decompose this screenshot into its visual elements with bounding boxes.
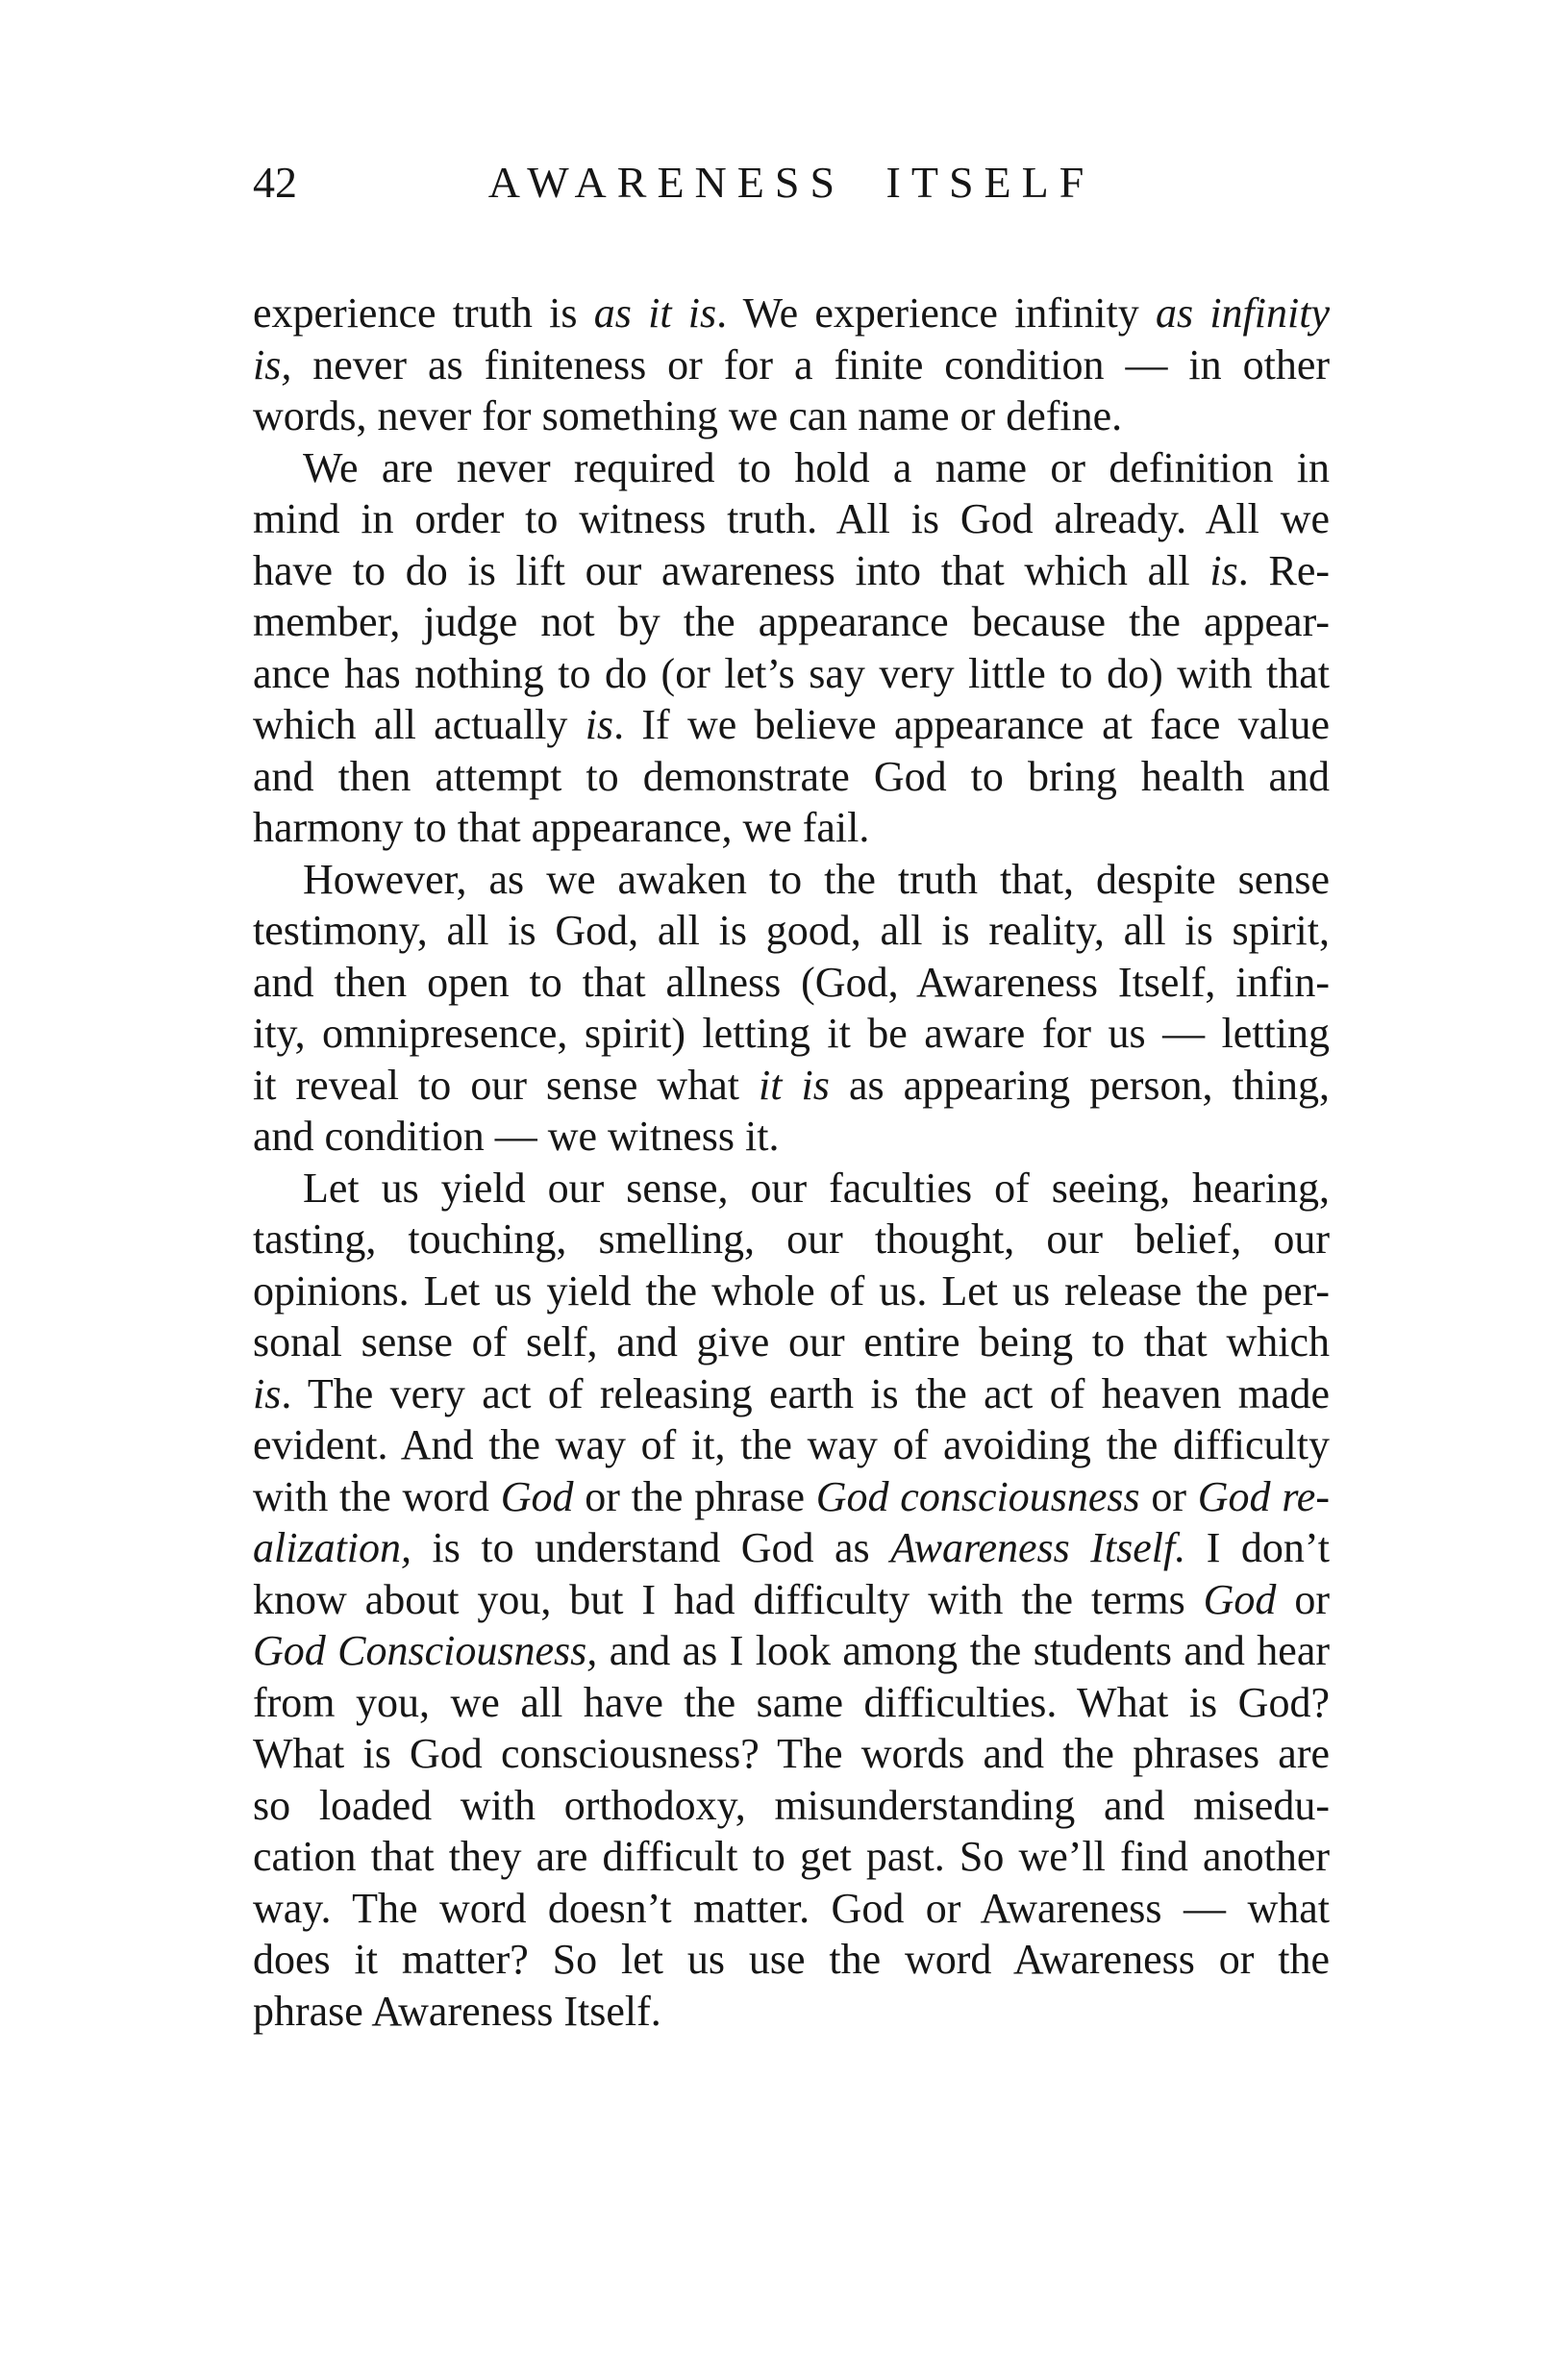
text-line: [253, 442, 1330, 494]
text-run-italic: is: [1209, 546, 1238, 594]
text-run: experience truth is: [253, 289, 594, 337]
text-line: [253, 1471, 1330, 1523]
text-run: ity, omnipresence, spirit) letting it be aware for us — letting: [253, 1010, 1330, 1057]
text-line: [253, 957, 1330, 1009]
text-line: [253, 699, 1330, 751]
text-run: with the word: [253, 1472, 501, 1520]
text-run-italic: is: [253, 1369, 282, 1417]
text-line: [253, 854, 1330, 906]
text-run: harmony to that appearance, we fail.: [253, 804, 870, 851]
text-line: [253, 1677, 1330, 1729]
text-run: or: [1276, 1575, 1330, 1623]
text-run: What is God consciousness? The words and the phrases are: [253, 1730, 1330, 1777]
text-run: member, judge not by the appearance because the appear-: [253, 598, 1330, 645]
text-run-italic: as it is: [593, 289, 717, 337]
text-run: and then open to that allness (God, Awareness Itself, infin-: [253, 958, 1330, 1006]
text-run-italic: as infinity: [1155, 289, 1330, 337]
text-line: [253, 751, 1330, 803]
text-run-italic: it is: [759, 1061, 830, 1109]
text-run: sonal sense of self, and give our entire being to that which: [253, 1318, 1330, 1365]
text-run: or: [1139, 1472, 1198, 1520]
text-run-italic: alization,: [253, 1524, 412, 1571]
text-run-italic: God Consciousness,: [253, 1627, 598, 1674]
text-run: ance has nothing to do (or let’s say very little to do) with that: [253, 649, 1330, 697]
text-run-italic: God: [500, 1472, 574, 1520]
text-run: way. The word doesn’t matter. God or Awareness — what: [253, 1884, 1330, 1932]
text-run: or the phrase: [573, 1472, 816, 1520]
text-line: [253, 1265, 1330, 1317]
text-run: never as finiteness or for a finite condition — in other: [291, 340, 1330, 388]
text-run-italic: Awareness Itself.: [890, 1524, 1186, 1571]
text-run: which all actually: [253, 701, 586, 748]
text-run: . We experience infinity: [716, 289, 1156, 337]
text-run: have to do is lift our awareness into that which all: [253, 546, 1210, 594]
text-line: [253, 1883, 1330, 1935]
text-line: [253, 545, 1330, 597]
text-line: [253, 1625, 1330, 1677]
text-run: from you, we all have the same difficulties. What is God?: [253, 1678, 1330, 1726]
text-run: However, as we awaken to the truth that, despite sense: [303, 855, 1330, 903]
text-line: [253, 1008, 1330, 1060]
text-run: does it matter? So let us use the word Awareness or the: [253, 1936, 1330, 1983]
text-line: [253, 1831, 1330, 1883]
text-run: words, never for something we can name or define.: [253, 392, 1123, 439]
text-run: mind in order to witness truth. All is God already. All we: [253, 495, 1330, 542]
text-line: [253, 1111, 1330, 1163]
text-run: cation that they are difficult to get past. So we’ll find another: [253, 1833, 1330, 1880]
text-line: [253, 802, 1330, 854]
text-run-italic: God consciousness: [815, 1472, 1140, 1520]
text-run: so loaded with orthodoxy, misunderstanding and misedu-: [253, 1781, 1330, 1829]
text-line: [253, 648, 1330, 700]
text-run-italic: God: [1203, 1575, 1277, 1623]
text-run: and as I look among the students and hear: [597, 1627, 1330, 1674]
text-run: phrase Awareness Itself.: [253, 1987, 661, 2035]
page-header: [253, 160, 1330, 208]
text-line: [253, 1780, 1330, 1832]
text-run: know about you, but I had difficulty with the terms: [253, 1575, 1204, 1623]
text-line: [253, 1060, 1330, 1112]
text-line: [253, 1574, 1330, 1626]
text-line: [253, 288, 1330, 339]
page-number: 42: [253, 158, 297, 207]
text-run-italic: God re-: [1197, 1472, 1330, 1520]
running-header-title: AWARENESS ITSELF: [487, 158, 1095, 207]
text-run: We are never required to hold a name or definition in: [303, 443, 1330, 491]
text-line: [253, 1163, 1330, 1215]
text-run: it reveal to our sense what: [253, 1061, 760, 1109]
text-run-italic: is: [585, 701, 614, 748]
text-line: [253, 1728, 1330, 1780]
text-run: evident. And the way of it, the way of avoiding the difficulty: [253, 1421, 1330, 1468]
text-run: and condition — we witness it.: [253, 1113, 780, 1160]
text-run-italic: is,: [253, 340, 292, 388]
text-line: [253, 1986, 1330, 2038]
text-run: opinions. Let us yield the whole of us. Let us release the per-: [253, 1266, 1330, 1315]
text-run: Let us yield our sense, our faculties of seeing, hearing,: [303, 1164, 1330, 1212]
text-run: as appearing person, thing,: [829, 1061, 1331, 1109]
text-run: testimony, all is God, all is good, all is reality, all is spirit,: [253, 907, 1330, 954]
text-run: is to understand God as: [411, 1524, 891, 1571]
text-line: [253, 905, 1330, 957]
text-line: [253, 1522, 1330, 1574]
text-run: I don’t: [1185, 1524, 1331, 1571]
text-line: [253, 1934, 1330, 1986]
text-line: [253, 493, 1330, 545]
text-run: . If we believe appearance at face value: [613, 701, 1330, 748]
text-line: [253, 1419, 1330, 1471]
text-line: [253, 339, 1330, 391]
text-line: [253, 1368, 1330, 1420]
text-run: tasting, touching, smelling, our thought, our belief, our: [253, 1215, 1330, 1263]
text-run: . Re-: [1237, 546, 1330, 594]
text-line: [253, 596, 1330, 648]
text-block: [253, 288, 1330, 2037]
text-line: [253, 1214, 1330, 1265]
text-line: [253, 1316, 1330, 1368]
text-run: . The very act of releasing earth is the act of heaven made: [281, 1369, 1330, 1417]
text-line: [253, 390, 1330, 442]
text-run: and then attempt to demonstrate God to bring health and: [253, 752, 1330, 800]
